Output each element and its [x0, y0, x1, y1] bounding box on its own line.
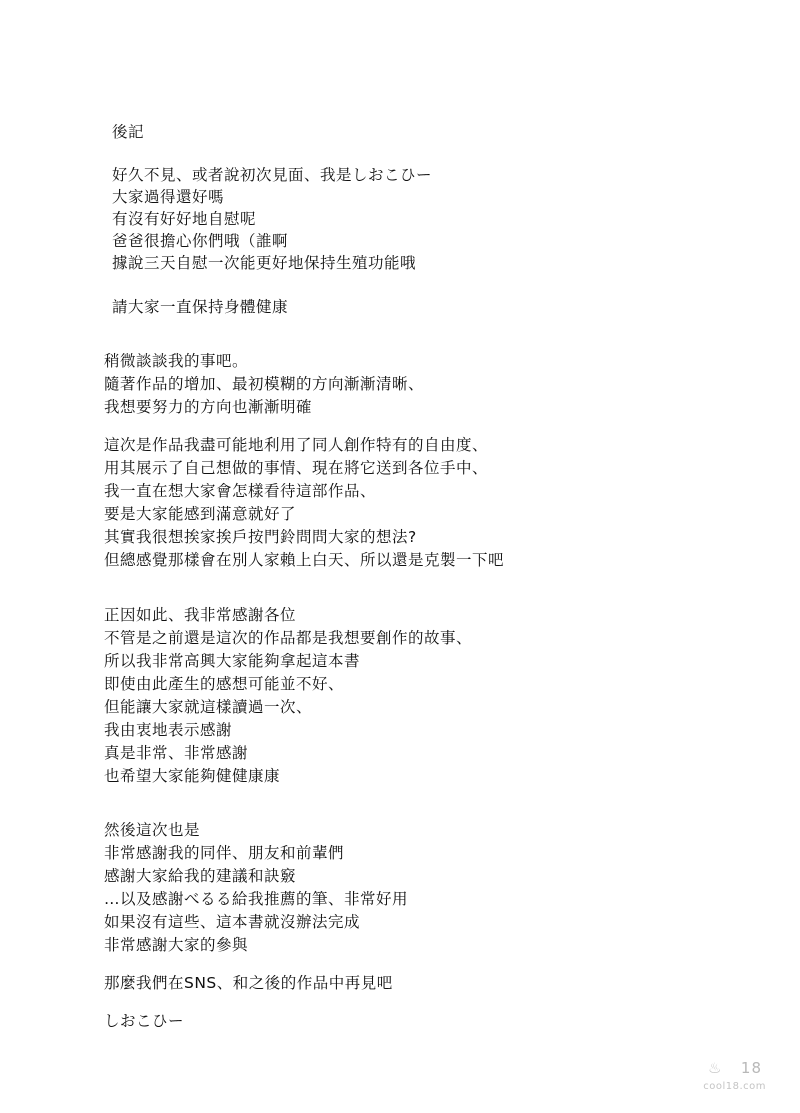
text-line: 其實我很想挨家挨戶按門鈴問問大家的想法? [104, 528, 417, 546]
hot-spring-icon: ♨ [708, 1059, 722, 1077]
signature: しおこひー [104, 1012, 185, 1030]
text-line: 有沒有好好地自慰呢 [112, 210, 257, 228]
page-title: 後記 [112, 123, 145, 141]
text-line: 我想要努力的方向也漸漸明確 [104, 398, 313, 416]
text-line: 據說三天自慰一次能更好地保持生殖功能哦 [112, 254, 417, 272]
text-line: 這次是作品我盡可能地利用了同人創作特有的自由度、 [104, 436, 489, 454]
text-line: 爸爸很擔心你們哦（誰啊 [112, 232, 289, 250]
text-line: 請大家一直保持身體健康 [112, 298, 289, 316]
watermark-site: cool18.com [703, 1081, 766, 1092]
text-line: 非常感謝大家的參與 [104, 936, 249, 954]
text-line: 我一直在想大家會怎樣看待這部作品、 [104, 482, 377, 500]
text-line: 用其展示了自己想做的事情、現在將它送到各位手中、 [104, 459, 489, 477]
text-line: 隨著作品的增加、最初模糊的方向漸漸清晰、 [104, 375, 425, 393]
text-line: 感謝大家給我的建議和訣竅 [104, 867, 297, 885]
site-watermark [703, 1059, 766, 1103]
text-line: 但總感覺那樣會在別人家賴上白天、所以還是克製一下吧 [104, 551, 505, 569]
text-line: 要是大家能感到滿意就好了 [104, 505, 297, 523]
text-line: …以及感謝べるる給我推薦的筆、非常好用 [104, 890, 409, 908]
text-line: 即使由此產生的感想可能並不好、 [104, 675, 345, 693]
text-line: 如果沒有這些、這本書就沒辦法完成 [104, 913, 361, 931]
text-line: 所以我非常高興大家能夠拿起這本書 [104, 652, 361, 670]
text-line: 不管是之前還是這次的作品都是我想要創作的故事、 [104, 629, 473, 647]
text-line: 然後這次也是 [104, 821, 201, 839]
text-line: 我由衷地表示感謝 [104, 721, 233, 739]
text-line: 那麼我們在SNS、和之後的作品中再見吧 [104, 974, 393, 992]
watermark-number: 18 [740, 1059, 762, 1077]
text-line: 也希望大家能夠健健康康 [104, 767, 281, 785]
text-line: 稍微談談我的事吧。 [104, 352, 249, 370]
text-line: 正因如此、我非常感謝各位 [104, 606, 297, 624]
text-line: 好久不見、或者說初次見面、我是しおこひー [112, 166, 433, 184]
text-line: 非常感謝我的同伴、朋友和前輩們 [104, 844, 345, 862]
text-line: 但能讓大家就這樣讀過一次、 [104, 698, 313, 716]
text-line: 大家過得還好嗎 [112, 188, 225, 206]
text-line: 真是非常、非常感謝 [104, 744, 249, 762]
